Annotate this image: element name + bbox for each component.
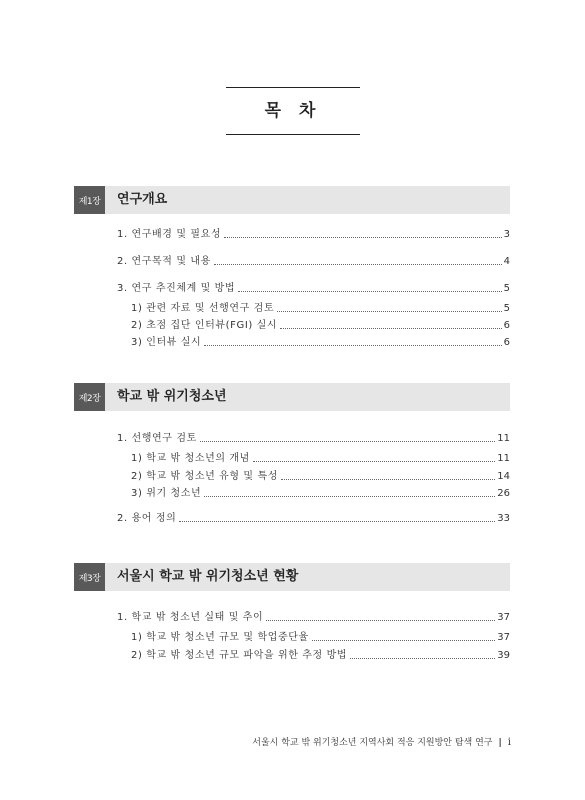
toc-entry-text: 3) 위기 청소년 [131, 488, 202, 499]
chapter-header-2 [74, 383, 510, 411]
toc-entry-page: 5 [503, 283, 510, 294]
footer-separator: | [498, 738, 502, 748]
page-title: 목 차 [264, 101, 322, 121]
dot-leader [224, 237, 501, 238]
toc-entry-text: 2. 용어 정의 [117, 513, 177, 524]
footer-report-title: 서울시 학교 밖 위기청소년 지역사회 적응 지원방안 탐색 연구 [252, 738, 493, 748]
toc-entry-text: 2) 학교 밖 청소년 유형 및 특성 [131, 471, 278, 482]
toc-entry[interactable] [117, 228, 510, 242]
toc-subentry[interactable] [131, 470, 510, 484]
toc-entry-text: 1) 학교 밖 청소년 규모 및 학업중단율 [131, 632, 309, 643]
toc-entry-page: 39 [497, 650, 510, 661]
toc-entry-page: 11 [497, 433, 510, 444]
toc-entry-page: 37 [497, 632, 510, 643]
toc-entry-text: 3) 인터뷰 실시 [131, 337, 202, 348]
toc-entry[interactable] [117, 255, 510, 269]
dot-leader [179, 521, 495, 522]
dot-leader [200, 441, 495, 442]
dot-leader [204, 496, 495, 497]
chapter-tag: 제2장 [74, 383, 105, 411]
dot-leader [204, 345, 501, 346]
toc-subentry[interactable] [131, 452, 510, 466]
chapter-tag: 제1장 [74, 186, 105, 214]
title-bottom-rule [226, 134, 360, 135]
toc-entry[interactable] [117, 611, 510, 625]
toc-entry-page: 5 [503, 303, 510, 314]
toc-subentry[interactable] [131, 649, 510, 663]
toc-entry[interactable] [117, 282, 510, 296]
toc-entry-page: 6 [503, 337, 510, 348]
chapter-title: 서울시 학교 밖 위기청소년 현황 [117, 569, 299, 584]
dot-leader [312, 640, 495, 641]
toc-subentry[interactable] [131, 631, 510, 645]
toc-entry-text: 2. 연구목적 및 내용 [117, 256, 211, 267]
toc-entry-text: 1. 선행연구 검토 [117, 433, 197, 444]
dot-leader [350, 658, 495, 659]
toc-entry-text: 2) 초점 집단 인터뷰(FGI) 실시 [131, 320, 278, 331]
toc-entry[interactable] [117, 432, 510, 446]
toc-subentry[interactable] [131, 336, 510, 350]
chapter-title: 학교 밖 위기청소년 [117, 389, 227, 404]
toc-subentry[interactable] [131, 319, 510, 333]
dot-leader [266, 620, 495, 621]
toc-entry-text: 1) 학교 밖 청소년의 개념 [131, 453, 250, 464]
toc-entry[interactable] [117, 512, 510, 526]
toc-entry-text: 1. 학교 밖 청소년 실태 및 추이 [117, 612, 264, 623]
chapter-header-1 [74, 186, 510, 214]
dot-leader [281, 479, 495, 480]
dot-leader [277, 311, 501, 312]
chapter-header-3 [74, 563, 510, 591]
toc-entry-page: 6 [503, 320, 510, 331]
dot-leader [238, 291, 501, 292]
toc-subentry[interactable] [131, 487, 510, 501]
dot-leader [214, 264, 502, 265]
toc-entry-page: 14 [497, 471, 510, 482]
toc-entry-text: 1) 관련 자료 및 선행연구 검토 [131, 303, 275, 314]
toc-entry-page: 3 [503, 229, 510, 240]
chapter-tag: 제3장 [74, 563, 105, 591]
toc-entry-page: 4 [503, 256, 510, 267]
footer-page-number: i [507, 737, 511, 748]
toc-subentry[interactable] [131, 302, 510, 316]
toc-entry-page: 26 [497, 488, 510, 499]
toc-entry-text: 3. 연구 추진체계 및 방법 [117, 283, 236, 294]
toc-entry-page: 37 [497, 612, 510, 623]
toc-title-block [226, 87, 360, 135]
dot-leader [280, 328, 501, 329]
toc-entry-text: 1. 연구배경 및 필요성 [117, 229, 222, 240]
chapter-title: 연구개요 [117, 192, 168, 207]
page-footer [252, 736, 511, 750]
dot-leader [253, 461, 495, 462]
toc-entry-page: 33 [497, 513, 510, 524]
toc-entry-text: 2) 학교 밖 청소년 규모 파악을 위한 추정 방법 [131, 650, 348, 661]
toc-entry-page: 11 [497, 453, 510, 464]
